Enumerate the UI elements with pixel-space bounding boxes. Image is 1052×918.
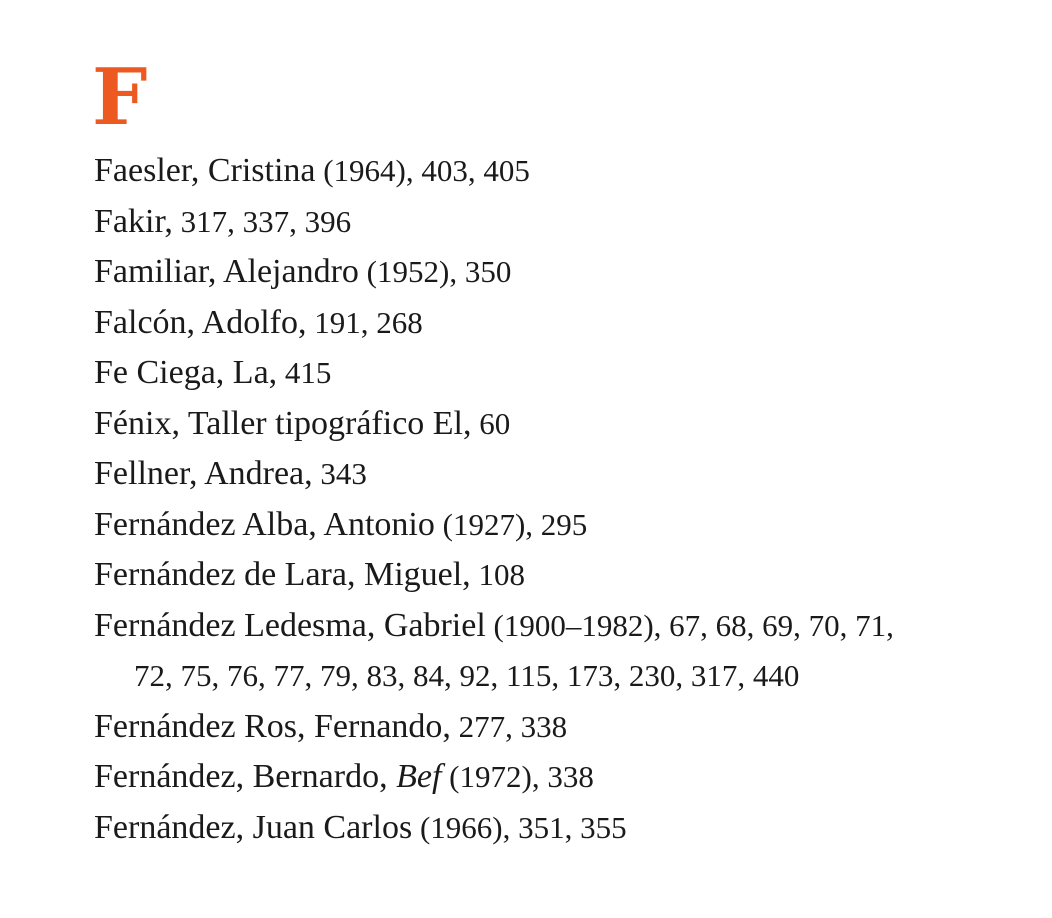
index-entry — [94, 197, 1034, 248]
entry-pages: (1964), 403, 405 — [315, 153, 530, 188]
index-entry — [94, 348, 1034, 399]
entry-name: Fe Ciega, La, — [94, 354, 278, 391]
entry-name: Falcón, Adolfo, — [94, 303, 307, 341]
entry-name: Fernández de Lara, Miguel, — [94, 556, 471, 593]
index-entry — [94, 601, 1034, 702]
entry-name: Fellner, Andrea, — [94, 455, 313, 492]
entry-pages: (1927), 295 — [434, 506, 588, 542]
index-entry — [94, 702, 1034, 753]
entry-name: Fernández Ros, Fernando, — [94, 707, 451, 745]
index-entry — [94, 752, 1034, 803]
entry-pages: 415 — [277, 355, 332, 390]
entry-pages: (1972), 338 — [441, 759, 594, 794]
entry-name: Fernández, Bernardo, — [94, 758, 388, 795]
entry-pages: 343 — [312, 456, 367, 491]
entry-pages: 317, 337, 396 — [172, 203, 352, 239]
entry-name: Fernández Alba, Antonio — [94, 505, 435, 543]
index-entry — [94, 550, 1034, 601]
index-entry — [94, 247, 1034, 298]
entry-pages: 108 — [470, 557, 525, 592]
entry-name: Fakir, — [94, 202, 173, 240]
entry-name: Fernández, Juan Carlos — [94, 808, 413, 846]
entry-pages-continued: 72, 75, 76, 77, 79, 83, 84, 92, 115, 173, 230, 317, 440 — [134, 658, 800, 693]
index-entry — [94, 298, 1034, 349]
index-entry — [94, 399, 1034, 450]
entry-pages: 60 — [471, 405, 511, 441]
entry-alias: Bef — [396, 758, 442, 795]
section-letter: F — [92, 52, 148, 143]
entry-pages: 277, 338 — [450, 708, 568, 744]
index-entry — [94, 146, 1034, 197]
entry-pages: (1952), 350 — [358, 254, 512, 289]
index-entry — [94, 803, 1034, 854]
entry-name: Fernández Ledesma, Gabriel — [94, 606, 486, 644]
entry-pages: (1900–1982), 67, 68, 69, 70, 71, — [485, 607, 894, 643]
entry-name: Fénix, Taller tipográfico El, — [94, 404, 472, 442]
entry-name: Faesler, Cristina — [94, 152, 316, 189]
entry-pages: (1966), 351, 355 — [412, 809, 627, 845]
index-entry-list — [94, 146, 1034, 853]
index-entry — [94, 449, 1034, 500]
index-entry — [94, 500, 1034, 551]
entry-pages: 191, 268 — [306, 304, 423, 340]
entry-name: Familiar, Alejandro — [94, 253, 359, 290]
